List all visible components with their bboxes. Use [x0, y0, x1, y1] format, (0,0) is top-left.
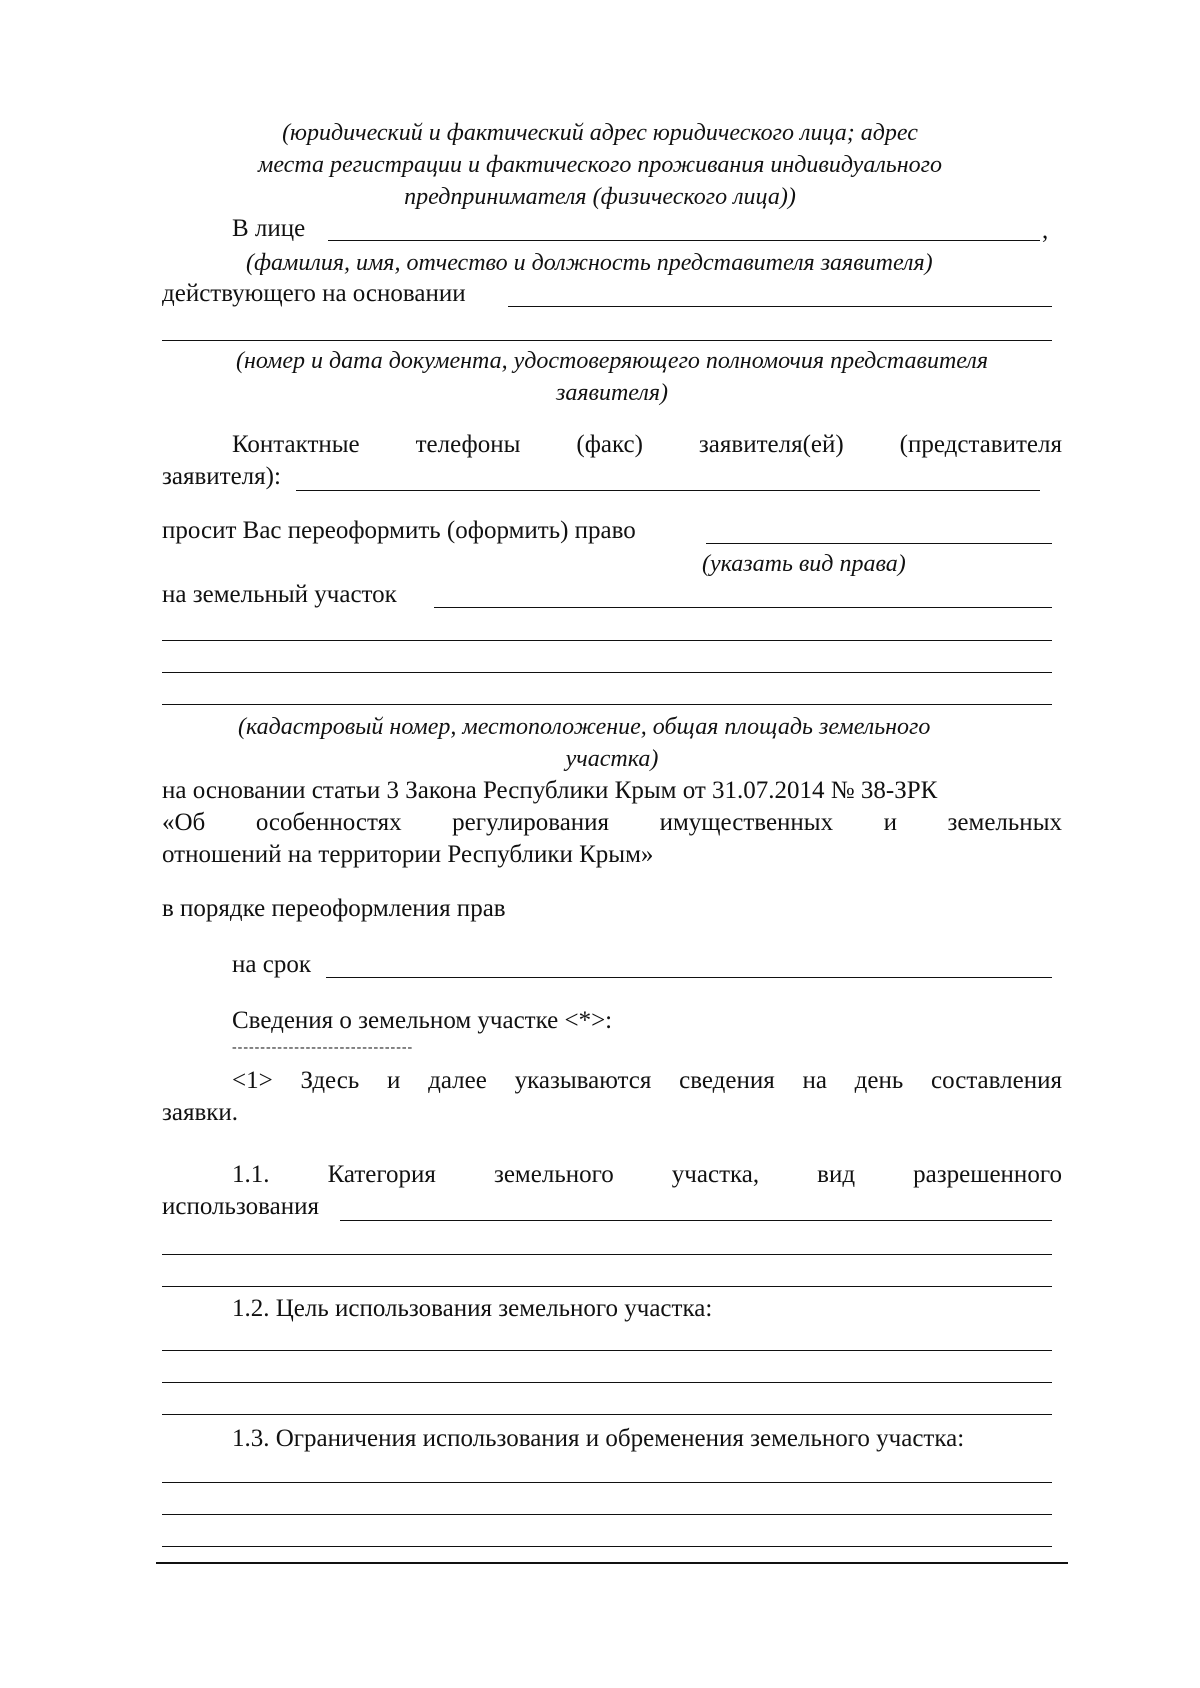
footnote-word: сведения: [679, 1067, 775, 1094]
item-1-2-label: 1.2. Цель использования земельного участка:: [232, 1295, 713, 1322]
item-1-1-line-2: использования: [162, 1193, 319, 1220]
address-caption-line-3: предпринимателя (физического лица)): [404, 184, 796, 210]
term-field[interactable]: [326, 977, 1052, 978]
request-label: просит Вас переоформить (оформить) право: [162, 517, 636, 544]
address-caption-line-2: места регистрации и фактического проживания индивидуального: [258, 152, 942, 178]
item-1-1-word: земельного: [493, 1161, 614, 1188]
contact-word: (факс): [576, 431, 643, 458]
land-plot-field[interactable]: [434, 607, 1052, 608]
footnote-word: и: [387, 1067, 401, 1094]
representative-caption: (фамилия, имя, отчество и должность представителя заявителя): [246, 250, 933, 276]
item-1-3-field-3[interactable]: [162, 1546, 1052, 1547]
item-1-1-word: вид: [817, 1161, 856, 1188]
item-1-3-label: 1.3. Ограничения использования и обременения земельного участка:: [232, 1425, 965, 1452]
right-type-field[interactable]: [706, 543, 1052, 544]
represented-by-label: В лице: [232, 215, 306, 242]
term-label: на срок: [232, 951, 311, 978]
authority-doc-caption-line-1: (номер и дата документа, удостоверяющего полномочия представителя: [236, 348, 988, 374]
plot-info-heading: Сведения о земельном участке <*>:: [232, 1007, 613, 1034]
authority-basis-field-2[interactable]: [162, 340, 1052, 341]
law-word: особенностях: [255, 809, 402, 836]
footnote-line-2: заявки.: [162, 1099, 239, 1126]
footnote-word: на: [802, 1067, 827, 1094]
footnote-word: далее: [428, 1067, 487, 1094]
footnote-word: Здесь: [300, 1067, 360, 1094]
item-1-1-word: Категория: [327, 1161, 436, 1188]
law-word: «Об: [162, 809, 206, 836]
item-1-3-field-2[interactable]: [162, 1514, 1052, 1515]
cadastral-caption-line-1: (кадастровый номер, местоположение, общая площадь земельного: [238, 714, 931, 740]
item-1-1-word: участка,: [671, 1161, 760, 1188]
footnote-word: <1>: [232, 1067, 273, 1094]
address-caption-line-1: (юридический и фактический адрес юридического лица; адрес: [282, 120, 918, 146]
represented-by-comma: ,: [1042, 217, 1049, 244]
item-1-1-line-1: [232, 1160, 1062, 1190]
representative-name-field[interactable]: [328, 240, 1040, 241]
law-word: имущественных: [659, 809, 834, 836]
contact-word: Контактные: [232, 431, 360, 458]
land-plot-field-3[interactable]: [162, 672, 1052, 673]
item-1-1-field-3[interactable]: [162, 1286, 1052, 1287]
contact-phones-line-2: заявителя):: [162, 463, 281, 490]
acting-on-basis-label: действующего на основании: [162, 280, 466, 307]
law-line-2: [162, 808, 1062, 838]
contact-word: заявителя(ей): [698, 431, 844, 458]
contact-phones-field[interactable]: [296, 490, 1040, 491]
land-plot-label: на земельный участок: [162, 581, 397, 608]
item-1-3-field-1[interactable]: [162, 1482, 1052, 1483]
item-1-2-field-2[interactable]: [162, 1382, 1052, 1383]
item-1-2-field-1[interactable]: [162, 1350, 1052, 1351]
item-1-1-word: разрешенного: [913, 1161, 1062, 1188]
law-word: регулирования: [452, 809, 610, 836]
reregistration-label: в порядке переоформления прав: [162, 895, 506, 922]
item-1-1-word: 1.1.: [232, 1161, 270, 1188]
footnote-word: день: [854, 1067, 904, 1094]
footnote-word: указываются: [514, 1067, 652, 1094]
footnote-word: составления: [931, 1067, 1062, 1094]
footnote-line-1: [232, 1066, 1062, 1096]
land-plot-field-4[interactable]: [162, 704, 1052, 705]
contact-word: (представителя: [899, 431, 1062, 458]
law-word: и: [883, 809, 898, 836]
item-1-1-field[interactable]: [340, 1220, 1052, 1221]
contact-word: телефоны: [415, 431, 521, 458]
bottom-rule: [156, 1562, 1068, 1564]
law-word: земельных: [947, 809, 1062, 836]
law-line-1: на основании статьи 3 Закона Республики Крым от 31.07.2014 № 38-ЗРК: [162, 777, 938, 804]
footnote-separator: --------------------------------: [232, 1040, 414, 1055]
item-1-1-field-2[interactable]: [162, 1254, 1052, 1255]
land-plot-field-2[interactable]: [162, 640, 1052, 641]
contact-phones-line-1: [232, 430, 1062, 460]
right-type-caption: (указать вид права): [702, 551, 906, 577]
authority-doc-caption-line-2: заявителя): [556, 380, 668, 406]
authority-basis-field[interactable]: [508, 306, 1052, 307]
cadastral-caption-line-2: участка): [565, 746, 659, 772]
item-1-2-field-3[interactable]: [162, 1414, 1052, 1415]
law-line-3: отношений на территории Республики Крым»: [162, 841, 654, 868]
